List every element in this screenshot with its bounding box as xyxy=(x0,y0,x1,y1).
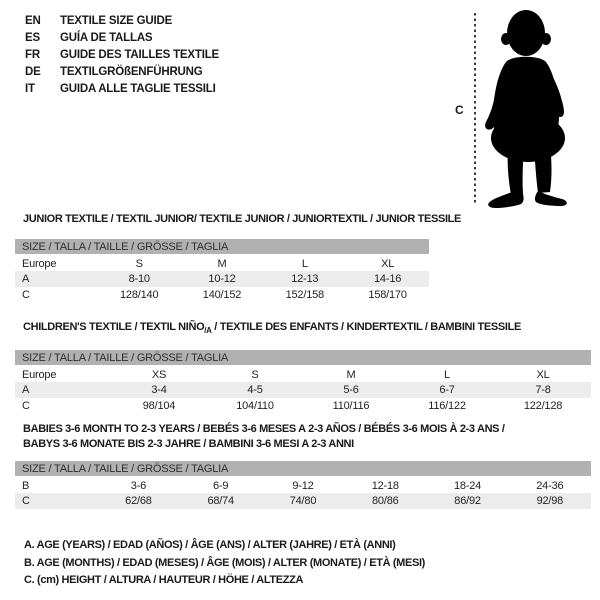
size-table-section xyxy=(15,212,591,303)
cell-value: 152/158 xyxy=(285,289,324,301)
language-list xyxy=(25,12,219,97)
language-code: FR xyxy=(25,48,40,61)
table-title-text: / TEXTILE DES ENFANTS / KINDERTEXTIL / BAMBINI TESSILE xyxy=(211,321,521,333)
cell-value: XS xyxy=(151,368,167,381)
cell-value: 14-16 xyxy=(346,271,429,287)
cell-value: 6-9 xyxy=(213,479,229,492)
cell-value: 3-6 xyxy=(130,479,147,492)
table-row xyxy=(15,493,591,509)
row-label: A xyxy=(15,382,111,398)
cell-value: 18-24 xyxy=(453,479,482,492)
size-header-row xyxy=(15,461,591,477)
cell-value: 116/122 xyxy=(428,400,466,413)
measure-label-c: C xyxy=(455,103,464,117)
language-code: DE xyxy=(25,65,41,78)
cell-value: XL xyxy=(381,257,395,270)
cell-value: 140/152 xyxy=(202,289,242,301)
table-title xyxy=(23,212,591,227)
footnote: A. AGE (YEARS) / EDAD (AÑOS) / ÂGE (ANS) / ALTER (JAHRE) / ETÀ (ANNI) xyxy=(24,539,396,551)
size-header-cell: SIZE / TALLA / TAILLE / GRÖSSE / TAGLIA xyxy=(15,461,591,477)
table-title-text: CHILDREN'S TEXTILE / TEXTIL NIÑO xyxy=(23,321,205,333)
cell-value: M xyxy=(217,257,227,270)
table-row xyxy=(15,366,591,382)
size-table xyxy=(15,239,429,303)
cell-value: S xyxy=(251,368,259,381)
cell-value: 24-36 xyxy=(536,479,564,492)
cell-value: S xyxy=(135,257,143,270)
language-code: ES xyxy=(25,31,40,44)
cell-value: 104/110 xyxy=(236,400,274,413)
cell-value: M xyxy=(346,368,356,381)
row-label: C xyxy=(15,493,97,509)
table-row xyxy=(15,382,591,398)
cell-value: 3-4 xyxy=(111,382,207,398)
table-row xyxy=(15,477,591,493)
size-table-section xyxy=(15,422,591,509)
cell-value: 80/86 xyxy=(344,493,426,509)
language-code: IT xyxy=(25,82,35,95)
table-row xyxy=(15,255,429,271)
table-title-line xyxy=(23,422,591,437)
size-table xyxy=(15,350,591,414)
size-header-row xyxy=(15,350,591,366)
row-label: Europe xyxy=(22,257,57,270)
size-header-row xyxy=(15,239,429,255)
language-row xyxy=(25,63,219,80)
row-label: Europe xyxy=(22,368,57,381)
size-header-cell: SIZE / TALLA / TAILLE / GRÖSSE / TAGLIA xyxy=(15,350,591,366)
language-row xyxy=(25,46,219,63)
cell-value: 128/140 xyxy=(120,289,159,301)
table-title-text: BABYS 3-6 MONATE BIS 2-3 JAHRE / BAMBINI 3-6 MESI A 2-3 ANNI xyxy=(23,438,354,450)
language-row xyxy=(25,12,219,29)
cell-value: L xyxy=(301,257,308,270)
cell-value: 12-13 xyxy=(263,271,346,287)
cell-value: 110/116 xyxy=(332,400,370,413)
table-title-text: /A xyxy=(204,326,212,336)
footnote: C. (cm) HEIGHT / ALTURA / HAUTEUR / HÖHE / ALTEZZA xyxy=(24,574,304,586)
table-title-text: BABIES 3-6 MONTH TO 2-3 YEARS / BEBÉS 3-6 MESES A 2-3 AÑOS / BÉBÉS 3-6 MOIS À 2-3 ANS / xyxy=(23,423,505,435)
cell-value: 86/92 xyxy=(426,493,508,509)
baby-silhouette-icon xyxy=(482,8,582,208)
row-label: B xyxy=(22,479,30,492)
cell-value: 122/128 xyxy=(523,400,563,413)
cell-value: 10-12 xyxy=(181,271,264,287)
table-row xyxy=(15,271,429,287)
language-label: GUÍA DE TALLAS xyxy=(60,31,153,44)
size-table xyxy=(15,461,591,509)
footnotes xyxy=(24,537,425,590)
row-label: C xyxy=(22,289,30,301)
language-row xyxy=(25,80,219,97)
table-row xyxy=(15,398,591,414)
cell-value: 7-8 xyxy=(495,382,591,398)
footnote: B. AGE (MONTHS) / EDAD (MESES) / ÂGE (MOIS) / ALTER (MONATE) / ETÀ (MESI) xyxy=(24,556,425,569)
language-code: EN xyxy=(25,14,41,27)
table-title-line xyxy=(23,320,591,338)
size-header-cell: SIZE / TALLA / TAILLE / GRÖSSE / TAGLIA xyxy=(15,239,429,255)
table-title xyxy=(23,320,591,338)
table-title-line xyxy=(23,437,591,452)
cell-value: 74/80 xyxy=(262,493,344,509)
cell-value: 158/170 xyxy=(368,289,407,301)
row-label: C xyxy=(22,400,30,413)
table-title-text: JUNIOR TEXTILE / TEXTIL JUNIOR/ TEXTILE JUNIOR / JUNIORTEXTIL / JUNIOR TESSILE xyxy=(23,213,462,225)
size-table-section xyxy=(15,320,591,414)
cell-value: 8-10 xyxy=(98,271,181,287)
cell-value: 9-12 xyxy=(292,479,314,492)
cell-value: 4-5 xyxy=(207,382,303,398)
language-label: GUIDA ALLE TAGLIE TESSILI xyxy=(60,82,216,95)
cell-value: 68/74 xyxy=(180,493,262,509)
cell-value: L xyxy=(444,368,450,381)
row-label: A xyxy=(15,271,98,287)
cell-value: 92/98 xyxy=(509,493,591,509)
table-row xyxy=(15,287,429,303)
cell-value: 98/104 xyxy=(142,400,176,413)
table-title xyxy=(23,422,591,452)
language-row xyxy=(25,29,219,46)
language-label: GUIDE DES TAILLES TEXTILE xyxy=(60,48,219,61)
language-label: TEXTILGRÖßENFÜHRUNG xyxy=(60,65,203,78)
height-measure-line xyxy=(474,13,476,205)
cell-value: XL xyxy=(536,368,550,381)
cell-value: 5-6 xyxy=(303,382,399,398)
cell-value: 12-18 xyxy=(371,479,399,492)
language-label: TEXTILE SIZE GUIDE xyxy=(60,14,173,27)
table-title-line xyxy=(23,212,591,227)
cell-value: 6-7 xyxy=(399,382,495,398)
cell-value: 62/68 xyxy=(97,493,179,509)
